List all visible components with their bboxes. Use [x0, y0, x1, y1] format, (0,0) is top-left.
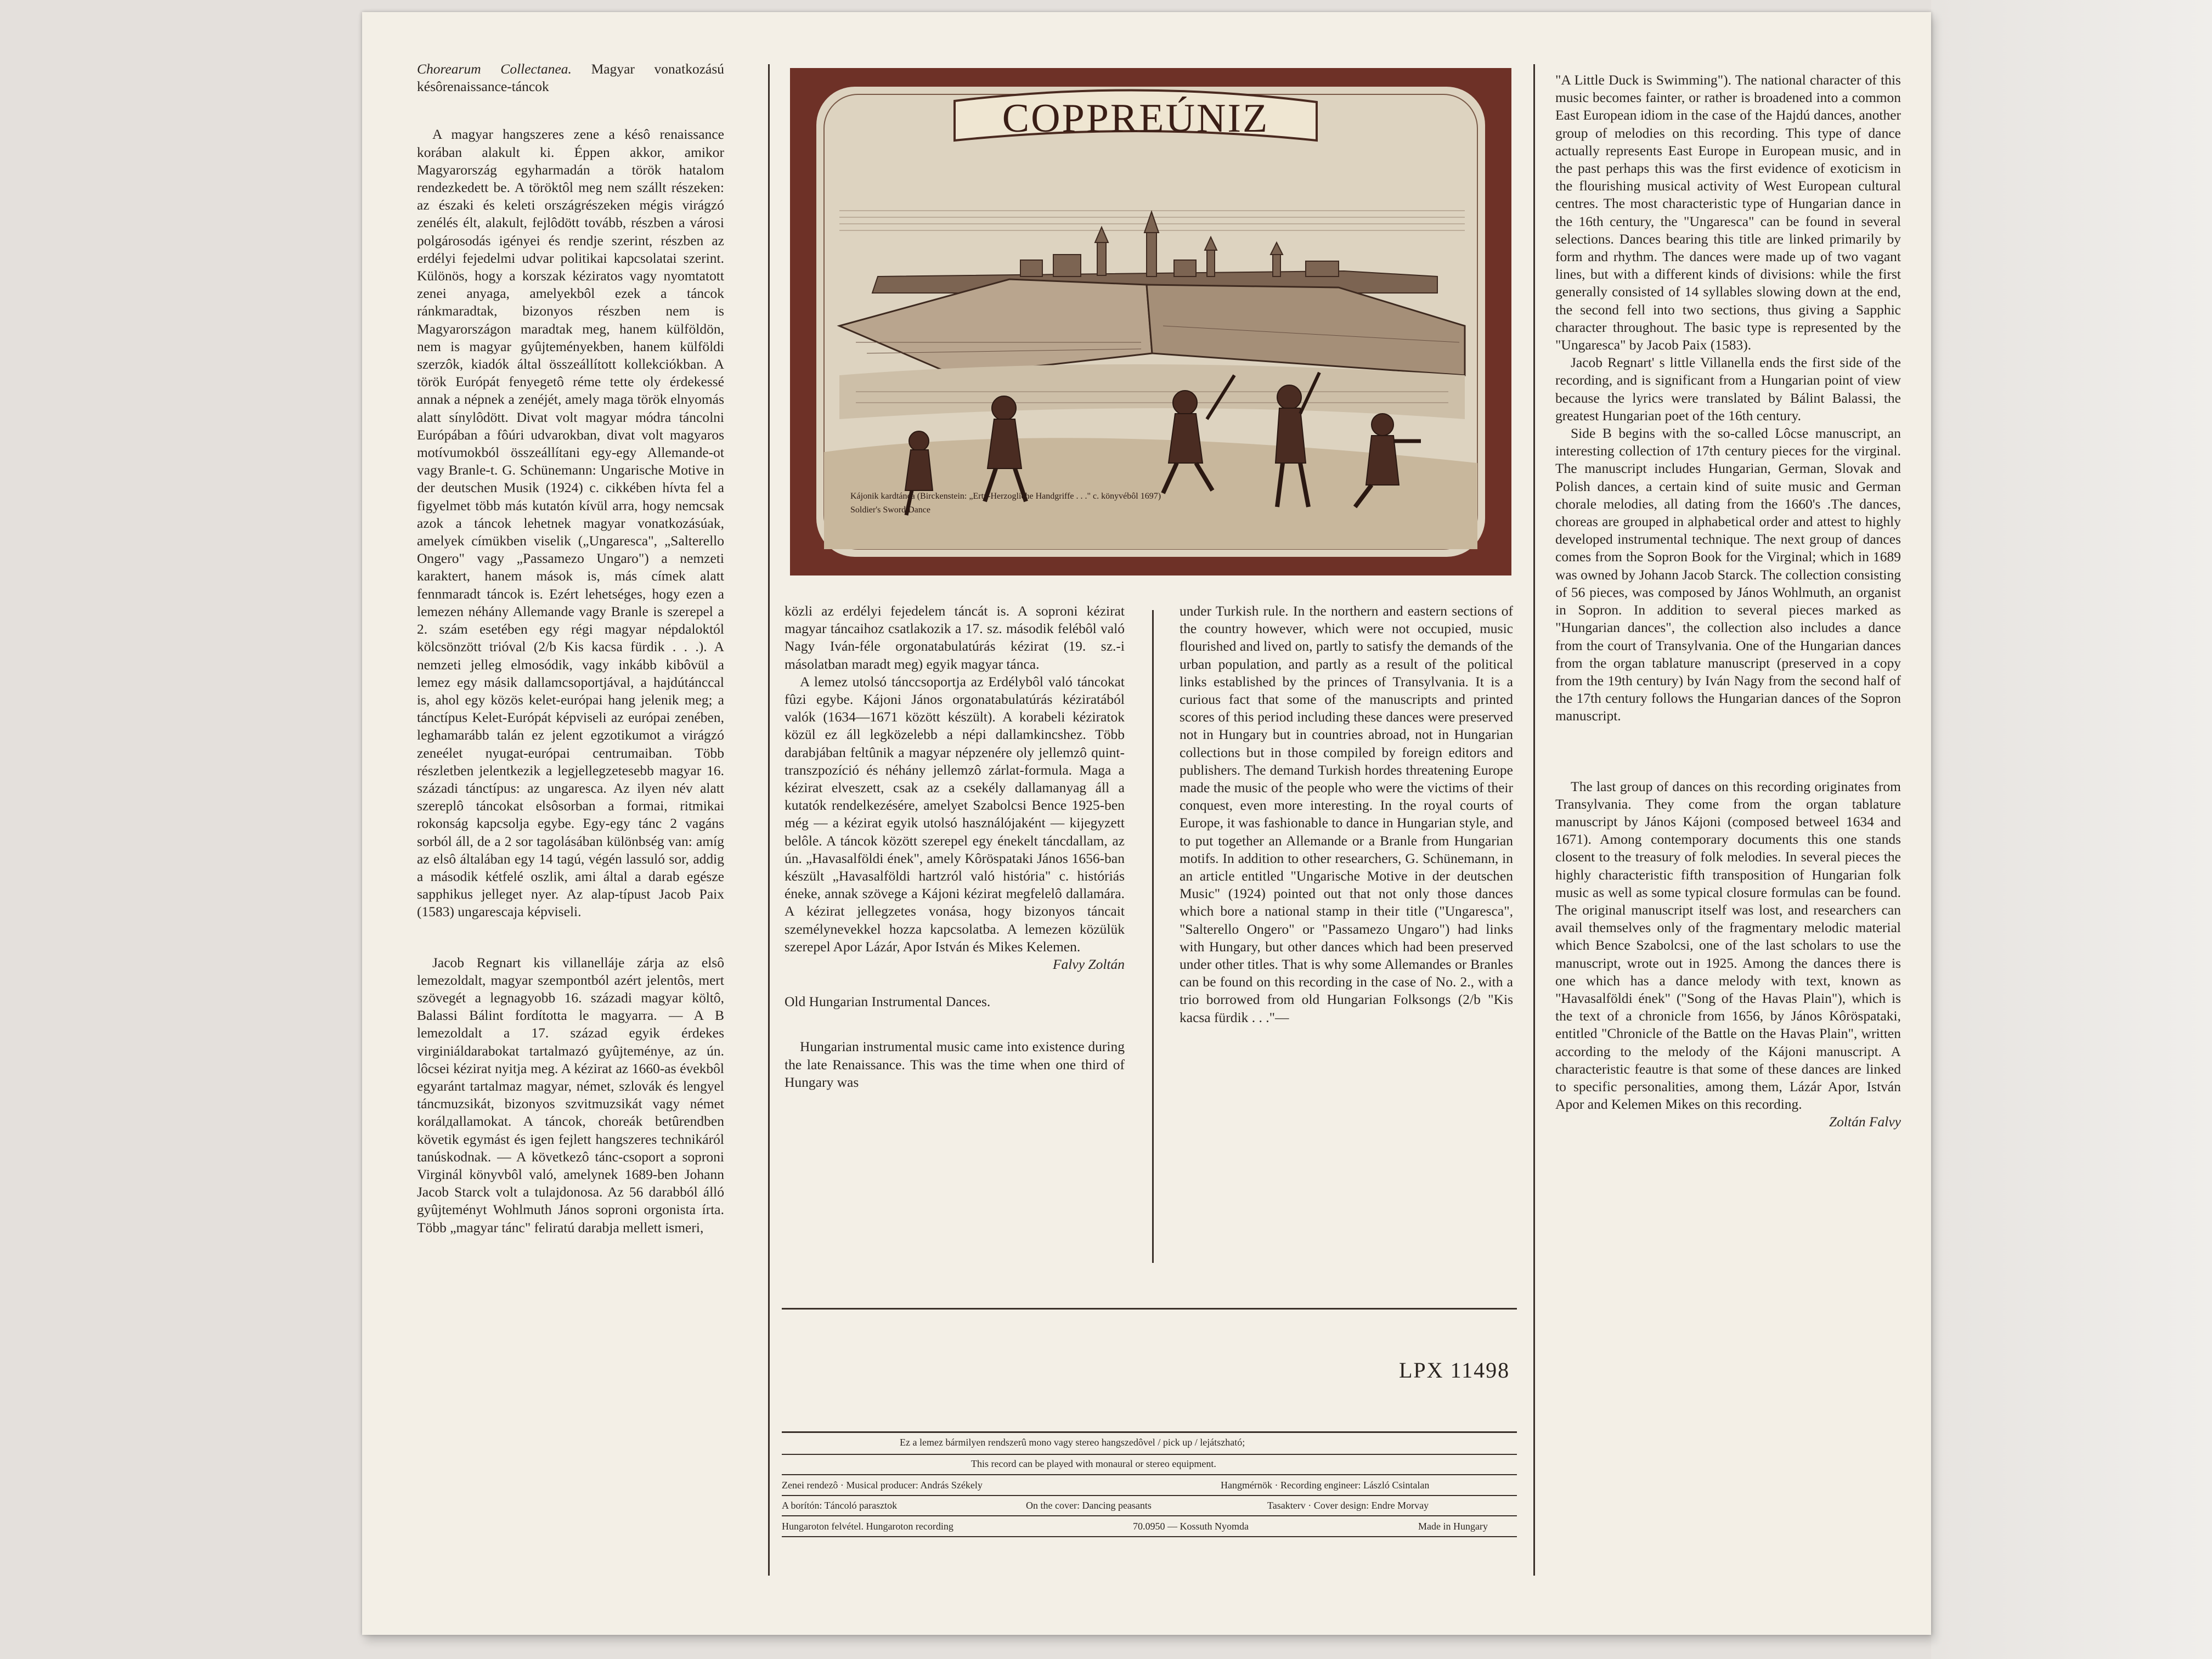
english-notes-title: Old Hungarian Instrumental Dances. [785, 994, 991, 1010]
album-title: Chorearum Collectanea. [417, 61, 572, 77]
cover-design-credit: Tasakterv · Cover design: Endre Morvay [1267, 1500, 1429, 1511]
cover-artwork-engraving [790, 68, 1511, 575]
english-notes-right-column [1555, 71, 1901, 1131]
hungarian-notes-paragraph: A magyar hangszeres zene a késô renaissance korában alakult ki. Éppen akkor, amikor Magyarország egyharmadán a török hatalom rendezkedett be. A töröktôl meg nem szállt részeken: az északi és keleti országrészeken mégis virágzó zenélés élt, alakult, fejlôdött tovább, részben a városi polgárosodás igényei és rendje szerint, részben az erdélyi fejedelmi udvar politikai kapcsolatai szerint. Különös, hogy a korszak kéziratos vagy nyomtatott zenei anyaga, amelyekbôl ezek a táncok ránkmaradtak, bizonyos részben nem is Magyarországon maradtak meg, hanem külföldön, nem is magyar gyûjteményekben, hanem külföldi szerzôk, kiadók által összeállított kollekciókban. A török Európát fenyegetô réme tette oly érdekessé annak a népnek a zenéjét, amely maga török elnyomás alatt sínylôdött. Divat volt magyar módra táncolni Európában a fôúri udvarokban, divat volt magyaros motívumokból összeállítani egy-egy Allemande-ot vagy Branle-t. G. Schünemann: Ungarische Motive in der deutschen Musik (1924) c. cikkében hívta fel a figyelmet több más kutatón kívül arra, hogy nemcsak azok a táncok lehetnek magyar vonatkozásúak, amelyek címükben viselik („Ungaresca", „Salterello Ongero" vagy „Passamezo Ungaro") a nemzeti karaktert, hanem mások is, más címek alatt fennmaradt táncok is. Ezért lehetséges, hogy ezen a lemezen néhány Allemande vagy Branle is szerepel a 2. szám esetében egy régi magyar népdaloktól kölcsönzött trióval (2/b Kis kacsa fürdik . . .). A nemzeti jelleg elmosódik, vagy inkább kibôvül a lemez egy másik dallamcsoportjával, a hajdútánccal is, ahol egy közös kelet-európai hang jelenik meg; a tánctípus Kelet-Európát képviseli az európai zenében, leghamarább talán ez jelent egzotikumot a virágzó zeneélet nyugat-európai centrumaiban. Több részletben jelentkezik a legjellegzetesebb magyar 16. századi tánctípus: az ungaresca. Az ilyen név alatt szereplô táncokat elsôsorban a formai, ritmikai rokonság kapcsolja egybe. Egy-egy tánc 2 vagáns sorból áll, de a 2 sor tagolásában különbség van: amíg az elsô általában egy 14 tagú, végén lassuló sor, addig a második kétfelé oszlik, ami által a darab egésze sapphikus jelleget nyer. Az alap-típust Jacob Paix (1583) ungarescaja képviseli. [417, 126, 724, 920]
column-divider [768, 64, 770, 1576]
artwork-caption-hungarian: Kájonik kardtánca (Birckenstein: „Ertz-Herzogliche Handgriffe . . ." c. könyvébôl 1697) [850, 492, 1161, 501]
english-notes-paragraph: "A Little Duck is Swimming"). The national character of this music becomes fainter, or rather is broadened into a common East European idiom in the case of the Hajdú dances, another group of melodies on this recording. This type of dance actually represents East Europe in European music, and in the past perhaps this was the first evidence of exoticism in the flourishing musical activity of West European cultural centres. The most characteristic type of Hungarian dance in the 16th century, the "Ungaresca" can be found in several selections. Dances bearing this title are linked primarily by form and rhythm. The dances were made up of two vagant lines, but with a different kinds of divisions: while the first generally consisted of 14 syllables slowing down at the end, the second fell into two sections, thus giving a Sapphic character throughout. The basic type is represented by the "Ungaresca" by Jacob Paix (1583). [1555, 72, 1901, 353]
album-subtitle: Magyar vonatkozású késôrenaissance-táncok [417, 61, 725, 95]
hungarian-notes-heading [417, 60, 724, 95]
made-in-country: Made in Hungary [1418, 1521, 1488, 1532]
musical-producer-credit: Zenei rendezô · Musical producer: András Székely [782, 1480, 983, 1491]
label-credit: Hungaroton felvétel. Hungaroton recording [782, 1521, 953, 1532]
cover-credit-hungarian: A borítón: Táncoló parasztok [782, 1500, 898, 1511]
credits-rule [782, 1536, 1517, 1537]
artwork-title: COPPREÚNIZ [1002, 96, 1269, 141]
catalog-number: LPX 11498 [1399, 1358, 1510, 1383]
credits-rule [782, 1308, 1517, 1310]
printer-credit: 70.0950 — Kossuth Nyomda [1133, 1521, 1249, 1532]
column-divider [1533, 64, 1535, 1576]
background-surface [1931, 0, 2212, 1659]
credits-rule [782, 1431, 1517, 1433]
recording-engineer-credit: Hangmérnök · Recording engineer: László Csintalan [1221, 1480, 1430, 1491]
hungarian-signature: Falvy Zoltán [1052, 956, 1125, 973]
credits-rule [782, 1495, 1517, 1496]
notes-paragraph: A lemez utolsó tánccsoportja az Erdélybôl való táncokat fûzi egybe. Kájoni János orgonatabulatúrás kéziratából valók (1634—1671 között készült). A korabeli kéziratok közül ez áll legközelebb a népi dallamkincshez. Több darabjában feltûnik a magyar népzenére oly jellemzô quint-transzpozíció és néhány jellemzô zárlat-formula. Maga a kézirat elveszett, csak az a csekély dallamanyag áll a kutatók rendelkezésére, amelyet Szabolcsi Bence 1925-ben még — a kézirat egyik utolsó használójaként — kijegyzett belôle. A táncok között szerepel egy énekelt tánсdallam, az ún. „Havasalföldi ének", amely Kôröspataki János 1656-ban készült „Havasalföldi hartzról való história" c. históriás éneke, annak szövege a Kájoni kézirat megfelelô dallamára. A kézirat jellegzetes vonása, hogy bizonyos táncait személynevekkel hozza kapcsolatba. A lemezen közülük szerepel Apor Lázár, Apor István és Mikes Kelemen. [785, 673, 1125, 955]
record-back-cover [362, 12, 1931, 1635]
credits-rule [782, 1474, 1517, 1475]
english-notes-paragraph: The last group of dances on this recording originates from Transylvania. They come from the organ tablature manuscript by János Kájoni (composed betweel 1634 and 1671). Among contemporary documents this one stands closent to the treasury of folk melodies. In several pieces the highly characteristic fifth transposition of Hungarian folk music as well as some typical closure formulas can be found. The original manuscript itself was lost, and researchers can avail themselves only of the fragmentary melodic material which Bence Szabolcsi, one of the last scholars to use the manuscript, wrote out in 1925. Among the dances there is one which has a dance melody with text, known as "Havasalföldi ének" ("Song of the Havas Plain"), which is the text of a chronicle from 1656, by János Kôröspataki, entitled "Chronicle of the Battle on the Havas Plain", written according to the melody of the Kájoni manuscript. A characteristic feautre is that some of these dances are linked to specific personalities, among them, Lázár Apor, István Apor and Kelemen Mikes on this recording. [1555, 778, 1901, 1113]
english-signature: Zoltán Falvy [1829, 1114, 1901, 1130]
column-divider [1152, 610, 1154, 1263]
english-notes-paragraph: Hungarian instrumental music came into existence during the late Renaissance. This was the time when one third of Hungary was [785, 1039, 1125, 1090]
english-notes-paragraph: Jacob Regnart' s little Villanella ends the first side of the recording, and is significant from a Hungarian point of view because the lyrics were translated by Bálint Balassi, the greatest Hungarian poet of the 16th century. [1555, 354, 1901, 424]
credits-rule [782, 1454, 1517, 1455]
hungarian-notes-continued-column [785, 602, 1125, 1091]
cover-credit-english: On the cover: Dancing peasants [1026, 1500, 1152, 1511]
compatibility-note-english: This record can be played with monaural or stereo equipment. [971, 1458, 1216, 1469]
notes-paragraph: közli az erdélyi fejedelem táncát is. A soproni kézirat magyar táncaihoz csatlakozik a 17. sz. második felébôl való Nagy Iván-féle orgonatabulatúrás kézirat (19. sz.-i másolatban maradt meg) egyik magyar tánca. [785, 603, 1125, 672]
english-notes-paragraph: under Turkish rule. In the northern and eastern sections of the country however, which were not occupied, music flourished and lived on, partly to satisfy the demands of the urban population, and partly as a result of the political links established by the princes of Transylvania. It is a curious fact that some of the manuscripts and printed scores of this period including these dances were preserved not in Hungary but in countries abroad, not in Hungarian collections but in those compiled by foreign editors and publishers. The demand Turkish hordes threatening Europe made the music of the people who were the victims of their conquest, even more interesting. In the royal courts of Europe, it was fashionable to dance in Hungarian style, and to put together an Allemande or a Branle from Hungarian motifs. In addition to other researchers, G. Schünemann, in an article entitled "Ungarische Motive in der deutschen Music" (1924) pointed out that not only those dances which bore a national stamp in their title ("Ungaresca", "Salterello Ongero" or "Passamezo Ungaro") had links with Hungary, but other dances which had been preserved under other titles. That is why some Allemandes or Branles can be found on this recording in the case of No. 2., with a trio borrowed from old Hungarian Folksongs (2/b "Kis kacsa fürdik . . ."— [1180, 603, 1513, 1025]
compatibility-note-hungarian: Ez a lemez bármilyen rendszerû mono vagy stereo hangszedôvel / pick up / lejátszható; [900, 1437, 1245, 1448]
english-notes-paragraph: Side B begins with the so-called Lôcse manuscript, an interesting collection of 17th century pieces for the virginal. The manuscript includes Hungarian, German, Slovak and Polish dances, a certain kind of suite music and German chorale melodies, all dating from the 1660's .The dances, choreas are grouped in alphabetical order and attest to highly developed instrumental technique. The next group of dances comes from the Sopron Book for the Virginal; which in 1689 was owned by Johann Jacob Starck. The collection consisting of 56 pieces, was composed by János Wohlmuth, an organist in Sopron. In addition to several pieces marked as "Hungarian dances", the collection also includes a dance from the court of Transylvania. One of the Hungarian dances from the organ tablature manuscript (preserved in a copy from the 19th century) by Iván Nagy from the second half of the 17th century follows the Hungarian dances of the Sopron manuscript. [1555, 425, 1901, 724]
hungarian-notes-paragraph: Jacob Regnart kis villanelláje zárja az elsô lemezoldalt, magyar szempontból azért jelentôs, mert szövegét a legnagyobb 16. századi magyar költô, Balassi Bálint fordította le magyarra. — A B lemezoldalt a 17. század egyik érdekes virginiáldarabokat tartalmazó gyûjteménye, az ún. lôcsei kézirat nyitja meg. A kézirat az 1660-as évekbôl egyaránt tartalmaz magyar, német, szlovák és lengyel táncmuzsikát, bizonyos szvitmuzsikát vagy német korálдallamokat. A táncok, choreák betûrendben követik egymást és igen fejlett hangszeres technikáról tanúskodnak. — A következô tánc-csoport a soproni Virginál könyvbôl való, amelynek 1689-ben Johann Jacob Starck volt a tulajdonosa. Az 56 darabból álló gyûjteményt Wohlmuth János soproni orgonista írta. Több „magyar tánc" feliratú darabja mellett ismeri, [417, 954, 724, 1235]
artwork-caption-english: Soldier's Sword Dance [850, 505, 930, 515]
hungarian-notes-column [417, 60, 724, 1237]
english-notes-column [1180, 602, 1513, 1026]
credits-rule [782, 1515, 1517, 1516]
